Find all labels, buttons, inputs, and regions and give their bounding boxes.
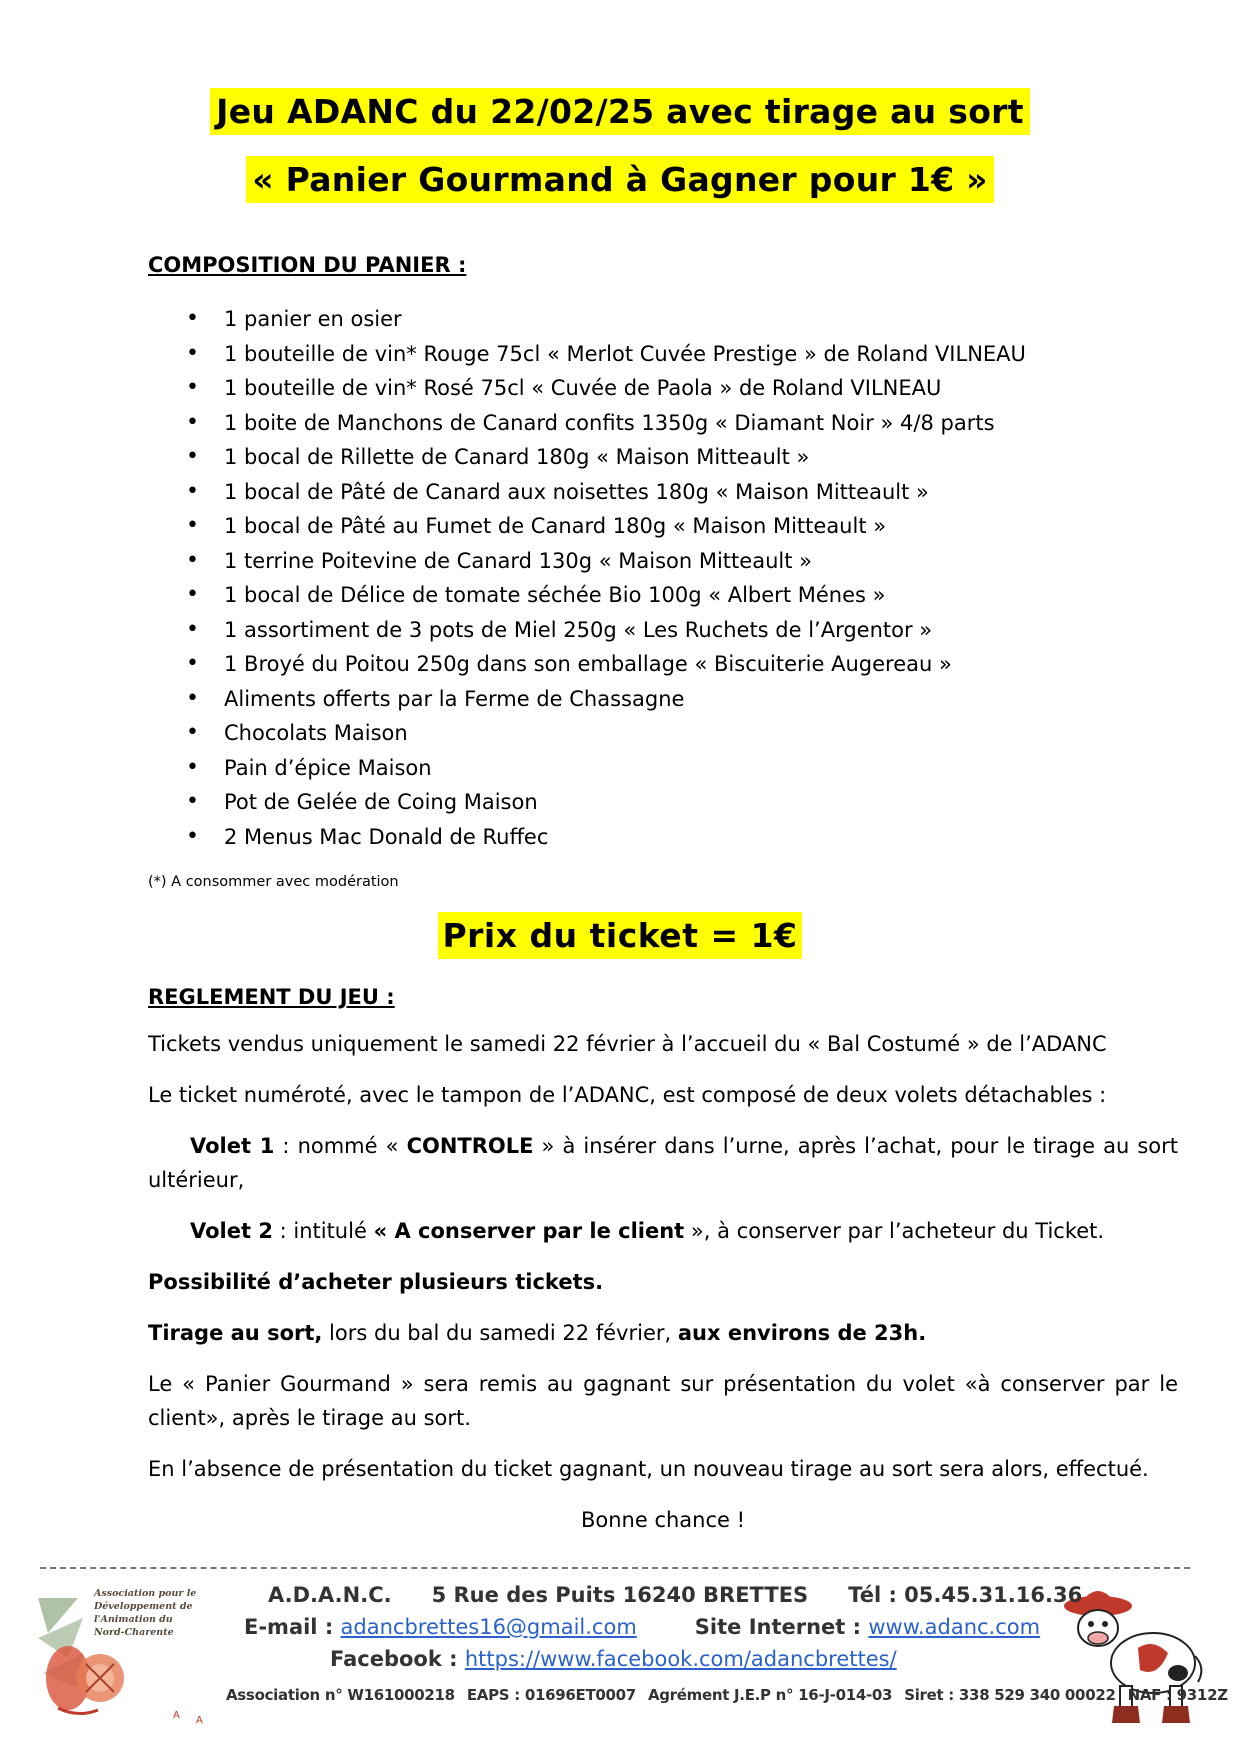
volet-2-pre: : intitulé [272, 1219, 374, 1243]
list-item: • 1 Broyé du Poitou 250g dans son emballage « Biscuiterie Augereau » [148, 647, 1026, 682]
rules-volet-2 [148, 1214, 1178, 1248]
footer-email-label: E-mail : [244, 1615, 341, 1639]
list-item: • 1 bocal de Rillette de Canard 180g « Maison Mitteault » [148, 440, 1026, 475]
rules-ticket-paragraph: Le ticket numéroté, avec le tampon de l’ADANC, est composé de deux volets détachables : [148, 1083, 1107, 1107]
volet-1-bold: CONTROLE [406, 1134, 534, 1158]
svg-text:Nord-Charente: Nord-Charente [94, 1627, 174, 1638]
footer-facebook-label: Facebook : [330, 1647, 465, 1671]
rules-redraw: En l’absence de présentation du ticket gagnant, un nouveau tirage au sort sera alors, effectué. [148, 1457, 1149, 1481]
footer-line-1 [268, 1583, 1082, 1607]
svg-text:A: A [173, 1710, 180, 1721]
draw-mid: lors du bal du samedi 22 février, [322, 1321, 678, 1345]
list-item: • 1 bouteille de vin* Rouge 75cl « Merlot Cuvée Prestige » de Roland VILNEAU [148, 337, 1026, 372]
list-item: • 1 boite de Manchons de Canard confits 1350g « Diamant Noir » 4/8 parts [148, 406, 1026, 441]
svg-text:l'Animation du: l'Animation du [94, 1614, 173, 1625]
footer-siret: Siret : 338 529 340 00022 [904, 1686, 1116, 1704]
association-logo [38, 1578, 218, 1728]
rules-volet-1 [148, 1129, 1178, 1197]
footer-org: A.D.A.N.C. [268, 1583, 392, 1607]
title-line-2-text: « Panier Gourmand à Gagner pour 1€ » [246, 156, 994, 203]
footer-line-2 [244, 1615, 1040, 1639]
rules-multiple-tickets [148, 1265, 1178, 1299]
footer-agrement: Agrément J.E.P n° 16-J-014-03 [647, 1686, 893, 1704]
footer-divider [40, 1567, 1190, 1569]
title-line-1 [0, 92, 1240, 131]
title-line-2 [0, 160, 1240, 199]
association-logo-lettering [93, 1588, 196, 1638]
list-item: • 2 Menus Mac Donald de Ruffec [148, 820, 1026, 855]
footer-site-link[interactable]: www.adanc.com [868, 1615, 1041, 1639]
multiple-tickets-text: Possibilité d’acheter plusieurs tickets. [148, 1270, 604, 1294]
footer-association-number: Association n° W161000218 [226, 1686, 455, 1704]
rules-prize-handover: Le « Panier Gourmand » sera remis au gagnant sur présentation du volet «à conserver par le client», après le tirage au sort. [148, 1372, 1178, 1430]
basket-item-list [148, 302, 1026, 854]
footer-eaps: EAPS : 01696ET0007 [466, 1686, 636, 1704]
list-item: • 1 assortiment de 3 pots de Miel 250g « Les Ruchets de l’Argentor » [148, 613, 1026, 648]
volet-1-pre: : nommé « [274, 1134, 407, 1158]
rules-draw-time [148, 1316, 1178, 1350]
footer-site-label: Site Internet : [694, 1615, 869, 1639]
footer-legal-line [226, 1686, 1228, 1704]
list-item: • Chocolats Maison [148, 716, 1026, 751]
volet-1-label: Volet 1 [190, 1134, 275, 1158]
association-logo-icon [38, 1578, 218, 1728]
list-item: • 1 bouteille de vin* Rosé 75cl « Cuvée de Paola » de Roland VILNEAU [148, 371, 1026, 406]
footer-line-3 [330, 1647, 897, 1671]
alcohol-footnote: (*) A consommer avec modération [148, 874, 399, 890]
closing-wish: Bonne chance ! [580, 1508, 746, 1532]
footer-tel: Tél : 05.45.31.16.36 [848, 1583, 1083, 1607]
draw-bold-2: aux environs de 23h. [677, 1321, 927, 1345]
list-item: • 1 bocal de Pâté de Canard aux noisettes 180g « Maison Mitteault » [148, 475, 1026, 510]
footer-email-link[interactable]: adancbrettes16@gmail.com [340, 1615, 637, 1639]
list-item: • 1 bocal de Délice de tomate séchée Bio 100g « Albert Ménes » [148, 578, 1026, 613]
volet-2-label: Volet 2 [190, 1219, 273, 1243]
list-item: • Pain d’épice Maison [148, 751, 1026, 786]
svg-text:Association pour le: Association pour le [94, 1588, 197, 1599]
list-item: • Aliments offerts par la Ferme de Chassagne [148, 682, 1026, 717]
footer-naf: NAF : 9312Z [1127, 1686, 1228, 1704]
svg-text:Développement de: Développement de [94, 1601, 193, 1612]
rules-sales-paragraph: Tickets vendus uniquement le samedi 22 février à l’accueil du « Bal Costumé » de l’ADANC [148, 1032, 1107, 1056]
volet-2-bold: « A conserver par le client [373, 1219, 685, 1243]
footer-address: 5 Rue des Puits 16240 BRETTES [431, 1583, 809, 1607]
volet-2-post: », à conserver par l’acheteur du Ticket. [684, 1219, 1105, 1243]
volet-1-post: » à insérer dans l’urne, après l’achat, pour le tirage au sort ultérieur, [148, 1134, 1179, 1192]
ticket-price [0, 916, 1240, 955]
list-item: • 1 terrine Poitevine de Canard 130g « Maison Mitteault » [148, 544, 1026, 579]
title-line-1-text: Jeu ADANC du 22/02/25 avec tirage au sort [210, 88, 1030, 135]
list-item: • 1 panier en osier [148, 302, 1026, 337]
composition-heading: COMPOSITION DU PANIER : [148, 253, 467, 277]
footer-facebook-link[interactable]: https://www.facebook.com/adancbrettes/ [464, 1647, 897, 1671]
rules-heading: REGLEMENT DU JEU : [148, 985, 395, 1009]
list-item: • 1 bocal de Pâté au Fumet de Canard 180g « Maison Mitteault » [148, 509, 1026, 544]
list-item: • Pot de Gelée de Coing Maison [148, 785, 1026, 820]
svg-text:A: A [196, 1715, 203, 1726]
ticket-price-text: Prix du ticket = 1€ [438, 912, 801, 959]
draw-bold-1: Tirage au sort, [148, 1321, 323, 1345]
